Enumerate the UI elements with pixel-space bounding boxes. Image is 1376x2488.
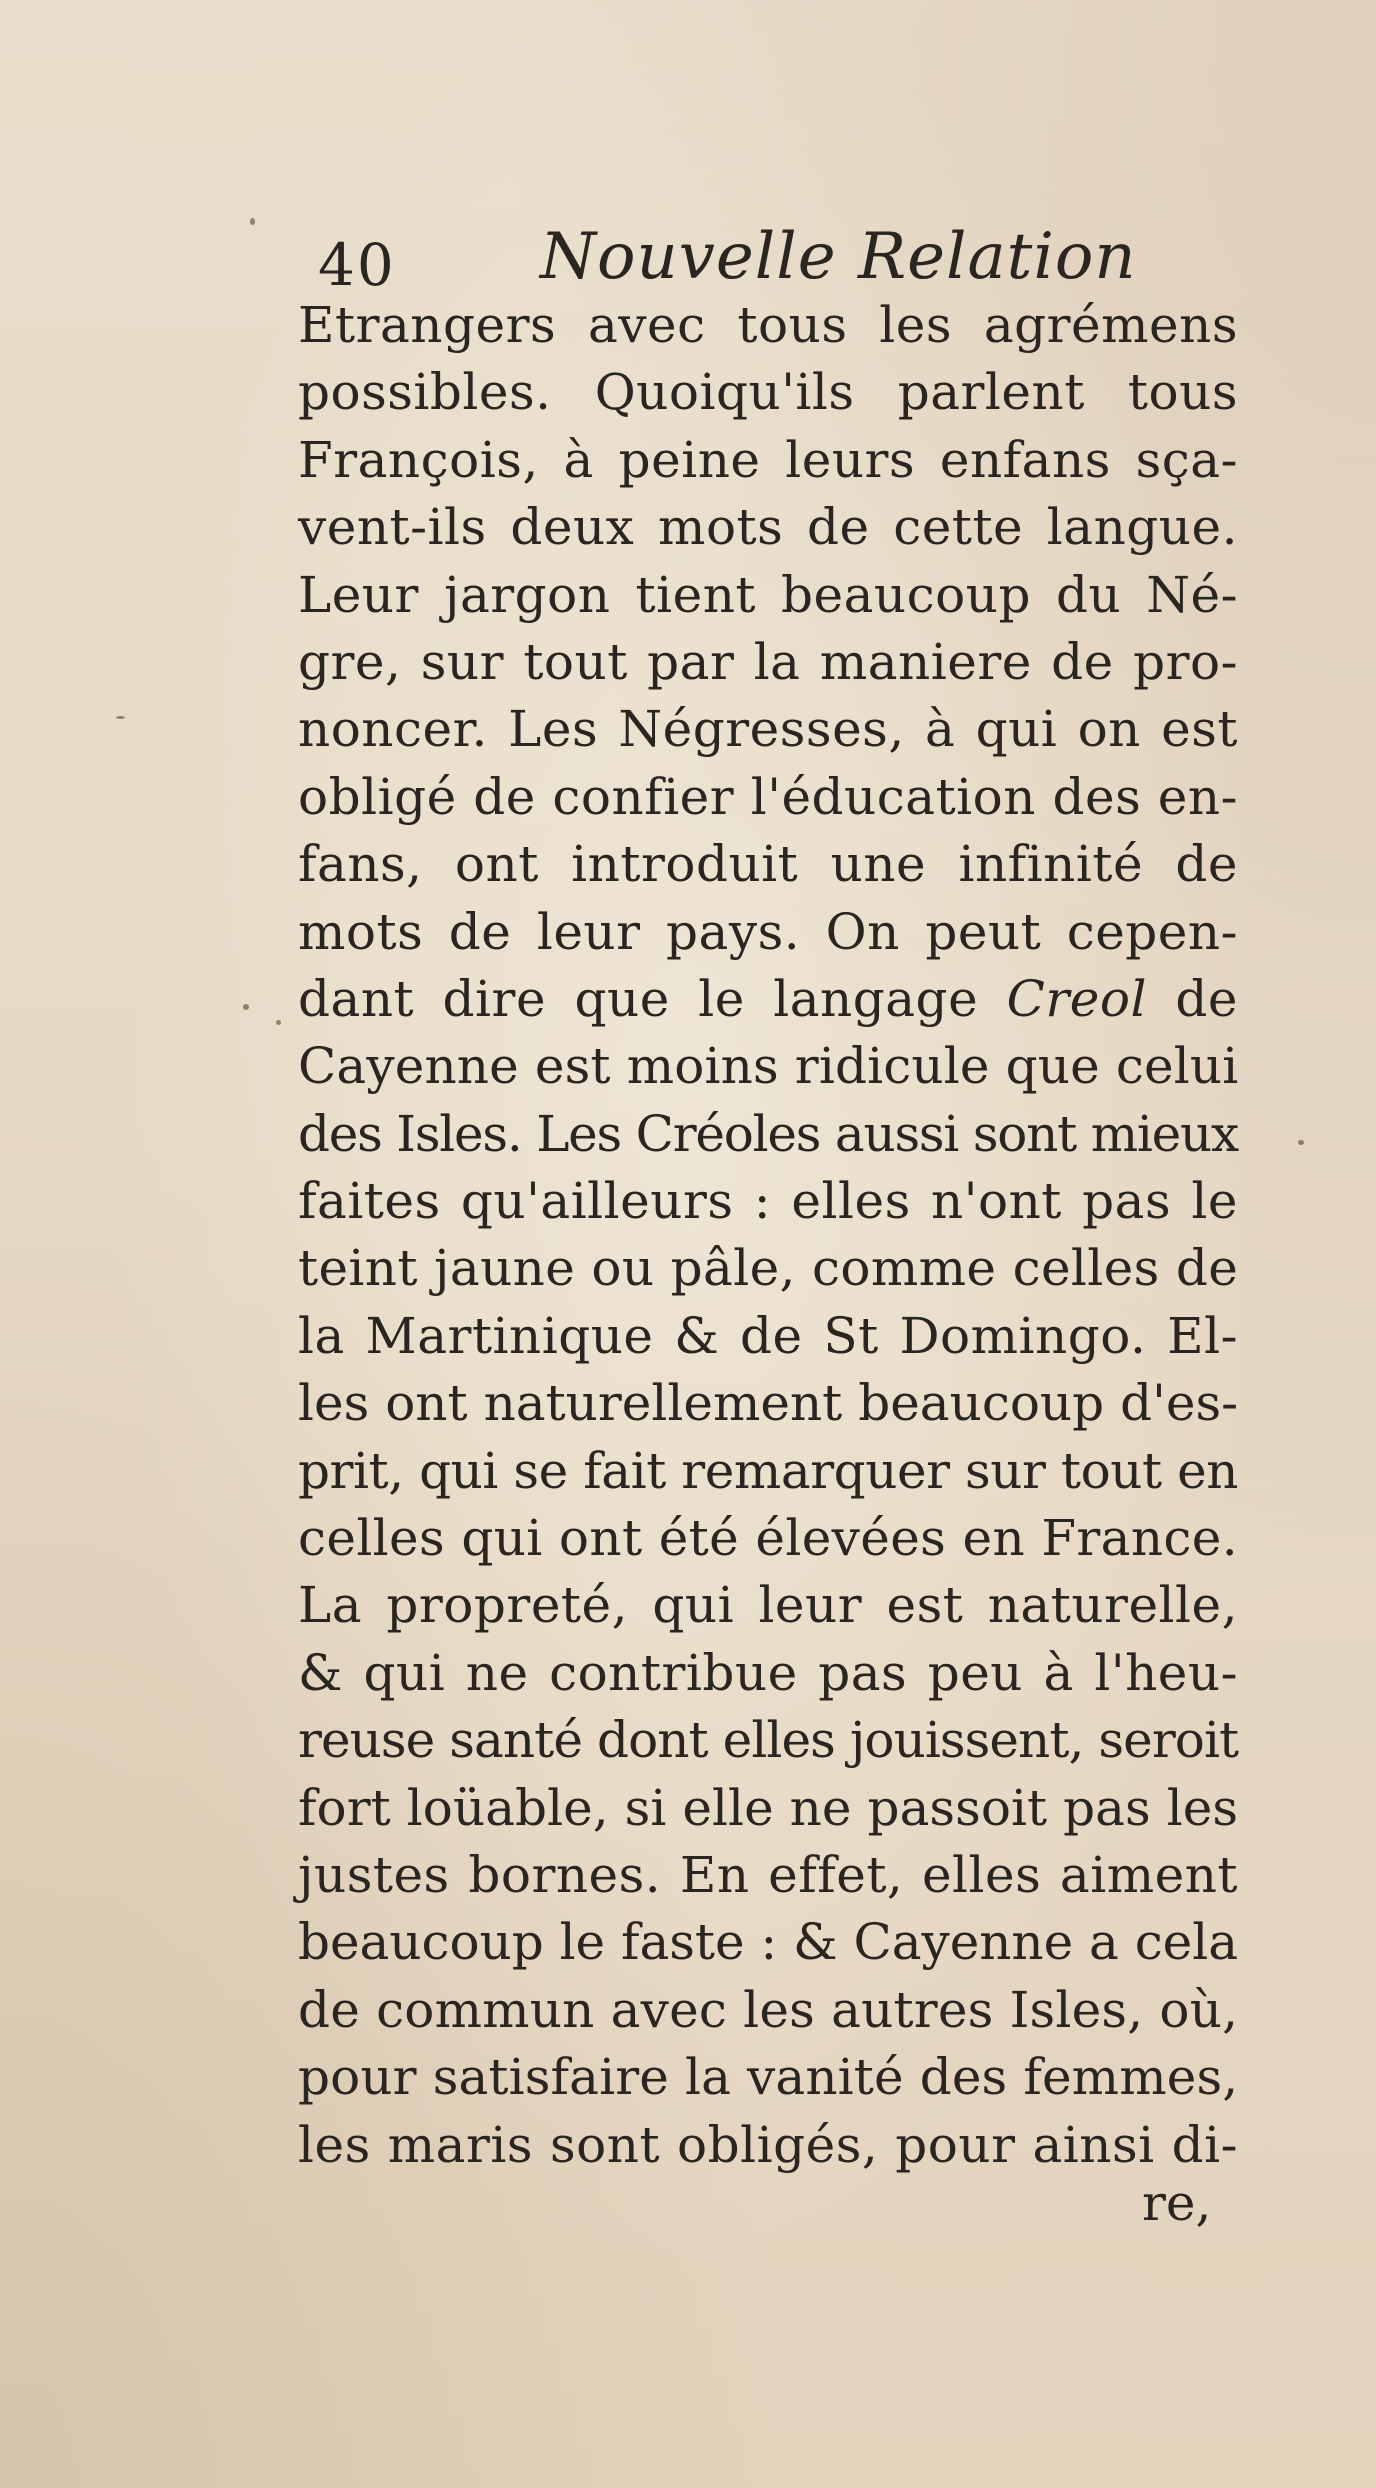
text-line: les ont naturellement beaucoup d'es- [298,1374,1238,1433]
text-line: Leur jargon tient beaucoup du Né- [298,565,1238,624]
text-line: reuse santé dont elles jouissent, seroit [298,1711,1239,1770]
text-line: obligé de confier l'éducation des en- [298,767,1238,826]
text-line: Etrangers avec tous les agrémens [298,296,1238,354]
page-header [0,212,1376,302]
text-line: les maris sont obligés, pour ainsi di- [298,2115,1238,2174]
paper-speck [1298,1140,1304,1145]
text-line: la Martinique & de St Domingo. El- [298,1306,1238,1365]
text-line: & qui ne contribue pas peu à l'heu- [298,1643,1238,1702]
text-line: faites qu'ailleurs : elles n'ont pas le [298,1172,1238,1231]
body-text [298,292,1238,2179]
text-line: François, à peine leurs enfans sça- [298,430,1238,489]
text-line: Cayenne est moins ridicule que celui [298,1037,1239,1096]
text-line: teint jaune ou pâle, comme celles de [298,1239,1239,1298]
text-line: La propreté, qui leur est naturelle, [298,1576,1238,1635]
text-line: dant dire que le langage Creol de [298,969,1238,1028]
text-line: pour satisfaire la vanité des femmes, [298,2048,1239,2107]
text-line: prit, qui se fait remarquer sur tout en [298,1441,1238,1500]
paper-speck [116,716,125,719]
text-line: de commun avec les autres Isles, où, [298,1980,1239,2039]
text-line: possibles. Quoiqu'ils parlent tous [298,363,1238,422]
text-line: fort loüable, si elle ne passoit pas les [298,1778,1239,1837]
paper-speck [243,1004,249,1010]
text-line: vent-ils deux mots de cette langue. [298,498,1238,557]
text-line: fans, ont introduit une infinité de [298,835,1238,894]
text-line: noncer. Les Négresses, à qui on est [298,700,1238,759]
text-line: justes bornes. En effet, elles aiment [298,1845,1238,1904]
text-line: mots de leur pays. On peut cepen- [298,902,1238,961]
text-line: gre, sur tout par la maniere de pro- [298,632,1238,691]
running-title: Nouvelle Relation [540,220,1137,294]
paper-speck [276,1020,281,1025]
text-line: beaucoup le faste : & Cayenne a cela [298,1913,1238,1972]
text-line: des Isles. Les Créoles aussi sont mieux [298,1104,1238,1163]
page-number: 40 [318,231,396,299]
catchword: re, [1142,2174,1212,2232]
text-line: celles qui ont été élevées en France. [298,1509,1238,1568]
